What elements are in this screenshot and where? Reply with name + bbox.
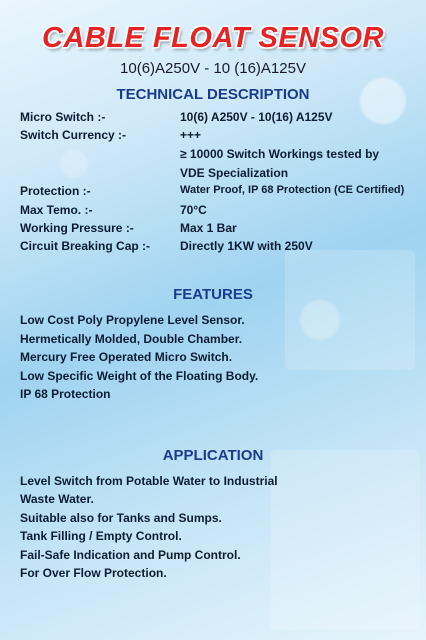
- tech-label: Circuit Breaking Cap :-: [20, 239, 151, 253]
- page-title: CABLE FLOAT SENSOR: [42, 22, 384, 54]
- tech-value: ≥ 10000 Switch Workings tested by: [180, 147, 380, 161]
- tech-value: 10(6) A250V - 10(16) A125V: [180, 110, 333, 124]
- tech-value: Directly 1KW with 250V: [180, 239, 313, 253]
- tech-value: +++: [180, 128, 202, 142]
- tech-value: Water Proof, IP 68 Protection (CE Certified): [180, 184, 405, 196]
- features-heading: FEATURES: [173, 286, 253, 303]
- tech-value: 70°C: [180, 203, 207, 217]
- bokeh-light: [60, 150, 88, 178]
- feature-item: Hermetically Molded, Double Chamber.: [20, 332, 243, 346]
- page-subtitle: 10(6)A250V - 10 (16)A125V: [120, 60, 306, 77]
- tech-label: Working Pressure :-: [20, 221, 134, 235]
- feature-item: Low Specific Weight of the Floating Body.: [20, 369, 259, 383]
- glass-panel: [285, 250, 415, 370]
- tech-label: Protection :-: [20, 184, 91, 198]
- application-item: Waste Water.: [20, 492, 94, 506]
- feature-item: Mercury Free Operated Micro Switch.: [20, 350, 233, 364]
- tech-label: Switch Currency :-: [20, 128, 127, 142]
- application-item: Fail-Safe Indication and Pump Control.: [20, 548, 241, 562]
- tech-label: Max Temo. :-: [20, 203, 93, 217]
- application-item: Level Switch from Potable Water to Industrial: [20, 474, 278, 488]
- tech-value: Max 1 Bar: [180, 221, 237, 235]
- application-item: Suitable also for Tanks and Sumps.: [20, 511, 222, 525]
- tech-label: Micro Switch :-: [20, 110, 106, 124]
- technical-heading: TECHNICAL DESCRIPTION: [116, 86, 310, 103]
- glass-panel: [270, 450, 420, 630]
- feature-item: IP 68 Protection: [20, 387, 111, 401]
- application-item: Tank Filling / Empty Control.: [20, 529, 182, 543]
- application-item: For Over Flow Protection.: [20, 566, 167, 580]
- application-heading: APPLICATION: [162, 447, 264, 464]
- tech-value: VDE Specialization: [180, 166, 289, 180]
- feature-item: Low Cost Poly Propylene Level Sensor.: [20, 313, 245, 327]
